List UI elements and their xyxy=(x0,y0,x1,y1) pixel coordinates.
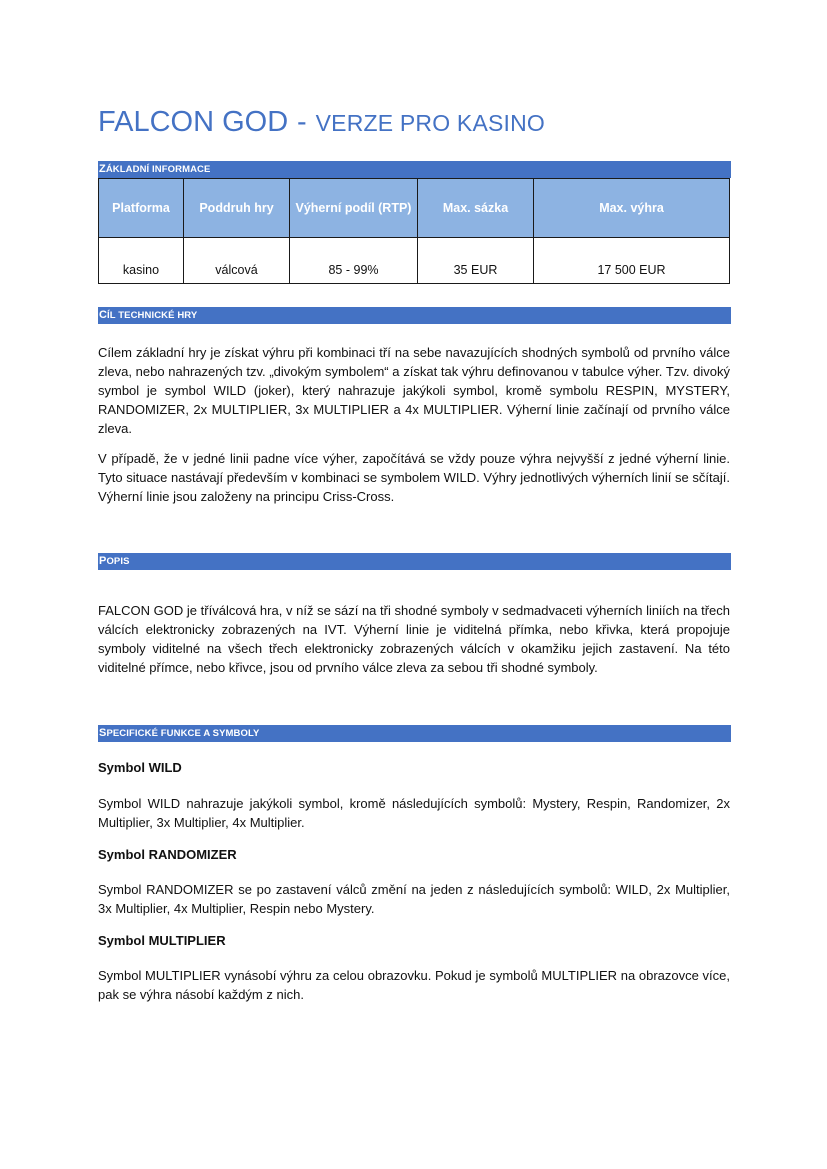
goal-paragraph-2: V případě, že v jedné linii padne více výher, započítává se vždy pouze výhra nejvyšší z jedné výherní linie. Tyto situace nastávají především v kombinaci se symbolem WILD. Výhry jednotlivých výherních linií se sčítají. Výherní linie jsou založeny na principu Criss-Cross. xyxy=(98,451,730,504)
section-cap: P xyxy=(99,555,107,567)
section-cap: S xyxy=(99,727,107,739)
section-rest: OPIS xyxy=(106,556,130,567)
randomizer-paragraph: Symbol RANDOMIZER se po zastavení válců změní na jeden z následujících symbolů: WILD, 2x Multiplier, 3x Multiplier, 4x Multiplier, Respin nebo Mystery. xyxy=(98,882,730,916)
header-game-subtype: Poddruh hry xyxy=(184,179,290,238)
section-rest: ÍL TECHNICKÉ HRY xyxy=(107,310,198,321)
section-rest: ÁKLADNÍ INFORMACE xyxy=(105,164,211,175)
header-rtp: Výherní podíl (RTP) xyxy=(290,179,418,238)
cell-max-win: 17 500 EUR xyxy=(534,238,730,284)
cell-max-bet: 35 EUR xyxy=(418,238,534,284)
section-bar-goal xyxy=(98,307,731,324)
section-bar-features xyxy=(98,725,731,742)
goal-paragraph-1: Cílem základní hry je získat výhru při kombinaci tří na sebe navazujících shodných symbolů od prvního válce zleva, nebo nahrazených tzv. „divokým symbolem“ a získat tak výhru definovanou v tabulce výher. Tzv. divoký symbol je symbol WILD (joker), který nahrazuje jakýkoli symbol, kromě symbolu RESPIN, MYSTERY, RANDOMIZER, 2x MULTIPLIER, 3x MULTIPLIER a 4x MULTIPLIER. Výherní linie začínají od prvního válce zleva. xyxy=(98,345,730,436)
randomizer-heading: Symbol RANDOMIZER xyxy=(98,847,237,862)
section-bar-basic-info xyxy=(98,161,731,178)
title-separator: - xyxy=(297,106,307,138)
wild-paragraph: Symbol WILD nahrazuje jakýkoli symbol, kromě následujících symbolů: Mystery, Respin, Randomizer, 2x Multiplier, 3x Multiplier, 4x Multiplier. xyxy=(98,796,730,830)
title-subtitle: VERZE PRO KASINO xyxy=(315,110,546,136)
section-bar-description xyxy=(98,553,731,570)
info-table-row xyxy=(99,238,730,284)
header-max-bet: Max. sázka xyxy=(418,179,534,238)
multiplier-paragraph: Symbol MULTIPLIER vynásobí výhru za celou obrazovku. Pokud je symbolů MULTIPLIER na obrazovce více, pak se výhra násobí každým z nich. xyxy=(98,968,730,1002)
section-cap: C xyxy=(99,309,108,321)
header-max-win: Max. výhra xyxy=(534,179,730,238)
info-table xyxy=(98,178,730,284)
document-title xyxy=(98,104,545,137)
multiplier-heading: Symbol MULTIPLIER xyxy=(98,933,226,948)
description-paragraph: FALCON GOD je tříválcová hra, v níž se sází na tři shodné symboly v sedmadvaceti výherních liniích na třech válcích elektronicky zobrazených na IVT. Výherní linie je viditelná přímka, nebo křivka, která propojuje symboly viditelné na všech třech elektronicky zobrazených válcích v okamžiku jejich zastavení. Na této viditelné přímce, nebo křivce, jsou od prvního válce zleva za sebou tři shodné symboly. xyxy=(98,603,730,675)
title-main: FALCON GOD xyxy=(98,106,289,138)
section-cap: Z xyxy=(99,163,106,175)
header-platform: Platforma xyxy=(99,179,184,238)
cell-rtp: 85 - 99% xyxy=(290,238,418,284)
wild-heading: Symbol WILD xyxy=(98,760,182,775)
cell-platform: kasino xyxy=(99,238,184,284)
section-rest: PECIFICKÉ FUNKCE A SYMBOLY xyxy=(106,728,260,739)
info-table-header-row xyxy=(99,179,730,238)
cell-game-subtype: válcová xyxy=(184,238,290,284)
